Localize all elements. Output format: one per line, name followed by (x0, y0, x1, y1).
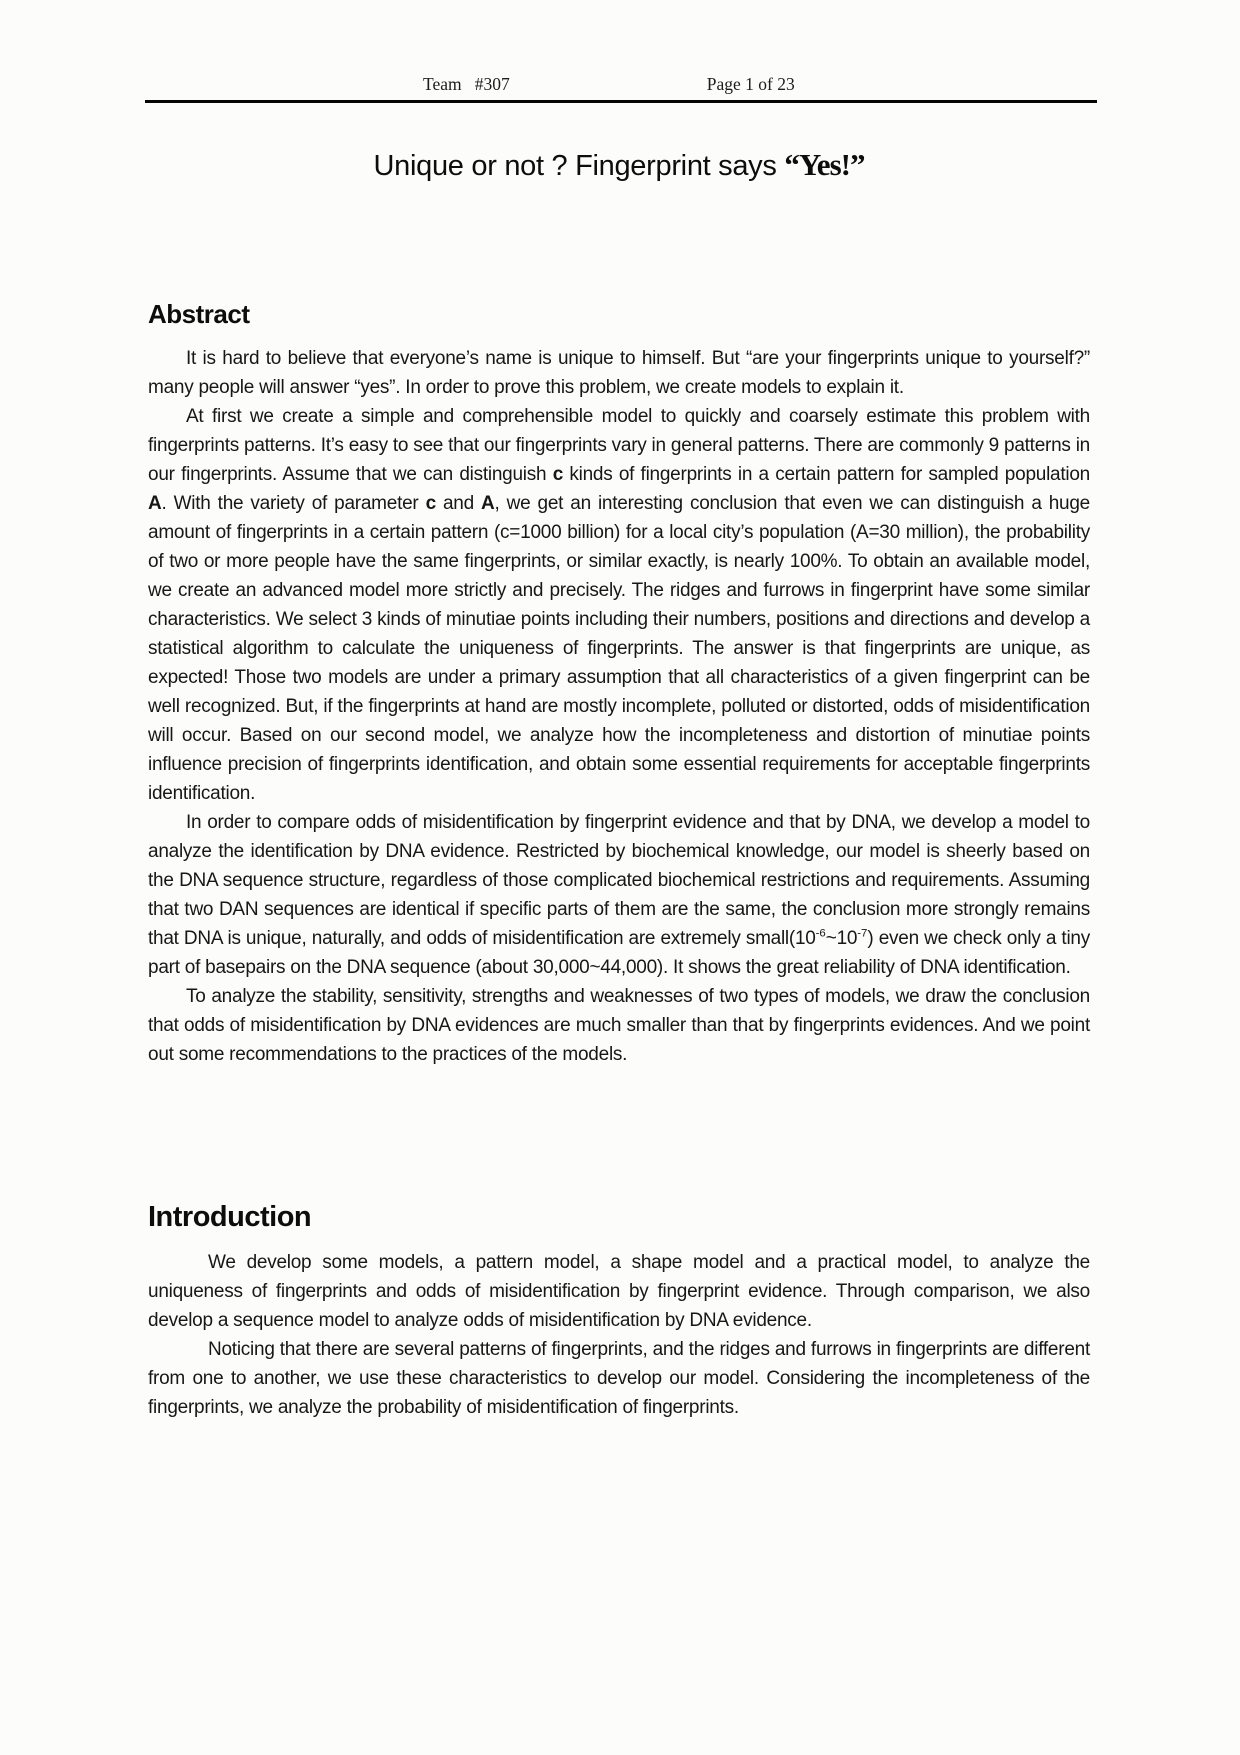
paragraph: It is hard to believe that everyone’s name is unique to himself. But “are your fingerprints unique to yourself?” many people will answer “yes”. In order to prove this problem, we create models to explain it. (148, 348, 1090, 398)
page-header (148, 0, 1090, 95)
paragraph: We develop some models, a pattern model, a shape model and a practical model, to analyze the uniqueness of fingerprints and odds of misidentification by fingerprint evidence. Through comparison, we also develop a sequence model to analyze odds of misidentification by DNA evidence. (148, 1252, 1090, 1331)
introduction-section (148, 1201, 1090, 1422)
paper-title-main: Unique or not ? Fingerprint says (373, 150, 785, 182)
paragraph: To analyze the stability, sensitivity, strengths and weaknesses of two types of models, we draw the conclusion that odds of misidentification by DNA evidences are much smaller than that by fingerprints evidences. And we point out some recommendations to the practices of the models. (148, 986, 1090, 1065)
abstract-section (148, 299, 1090, 1069)
paragraph: At first we create a simple and comprehensible model to quickly and coarsely estimate this problem with fingerprints patterns. It’s easy to see that our fingerprints vary in general patterns. There are commonly 9 patterns in our fingerprints. Assume that we can distinguish c kinds of fingerprints in a certain pattern for sampled population A. With the variety of parameter c and A, we get an interesting conclusion that even we can distinguish a huge amount of fingerprints in a certain pattern (c=1000 billion) for a local city’s population (A=30 million), the probability of two or more people have the same fingerprints, or similar exactly, is nearly 100%. To obtain an available model, we create an advanced model more strictly and precisely. The ridges and furrows in fingerprint have some similar characteristics. We select 3 kinds of minutiae points including their numbers, positions and directions and develop a statistical algorithm to calculate the uniqueness of fingerprints. The answer is that fingerprints are unique, as expected! Those two models are under a primary assumption that all characteristics of a given fingerprint can be well recognized. But, if the fingerprints at hand are mostly incomplete, polluted or distorted, odds of misidentification will occur. Based on our second model, we analyze how the incompleteness and distortion of minutiae points influence precision of fingerprints identification, and obtain some essential requirements for acceptable fingerprints identification. (148, 406, 1090, 804)
paper-title (148, 147, 1090, 183)
team-number: Team #307 (423, 74, 510, 94)
introduction-heading: Introduction (148, 1201, 312, 1233)
introduction-body (148, 1248, 1090, 1422)
paragraph: In order to compare odds of misidentification by fingerprint evidence and that by DNA, we develop a model to analyze the identification by DNA evidence. Restricted by biochemical knowledge, our model is sheerly based on the DNA sequence structure, regardless of those complicated biochemical restrictions and requirements. Assuming that two DAN sequences are identical if specific parts of them are the same, the conclusion more strongly remains that DNA is unique, naturally, and odds of misidentification are extremely $small(10^{-6}\sim 10^{-7})$ even we check only a tiny part of basepairs on the DNA sequence (about 30,000~44,000). It shows the great reliability of DNA identification. (148, 812, 1090, 978)
abstract-heading: Abstract (148, 299, 250, 329)
paper-title-emphasis: “Yes!” (784, 147, 865, 182)
page-number: Page 1 of 23 (706, 74, 795, 94)
header-rule (145, 100, 1097, 103)
paragraph: Noticing that there are several patterns of fingerprints, and the ridges and furrows in fingerprints are different from one to another, we use these characteristics to develop our model. Considering the incompleteness of the fingerprints, we analyze the probability of misidentification of fingerprints. (148, 1339, 1090, 1418)
abstract-body (148, 344, 1090, 1069)
